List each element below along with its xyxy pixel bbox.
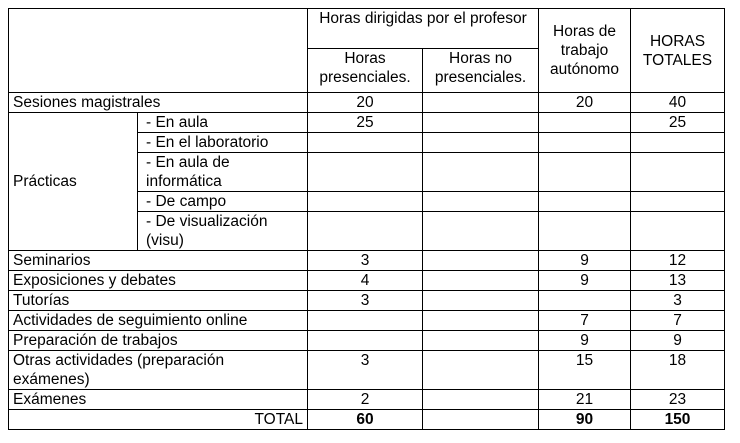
- row-label: Sesiones magistrales: [9, 93, 308, 113]
- cell-presenciales: 2: [308, 390, 423, 410]
- row-sublabel: - De campo: [138, 192, 308, 212]
- cell-presenciales: [308, 153, 423, 192]
- cell-autonomo: [539, 192, 631, 212]
- cell-presenciales: [308, 133, 423, 153]
- row-label: Seminarios: [9, 251, 308, 271]
- table-row: [9, 251, 725, 271]
- cell-autonomo: 20: [539, 93, 631, 113]
- cell-total: [631, 192, 725, 212]
- cell-presenciales: 3: [308, 291, 423, 311]
- cell-total: 13: [631, 271, 725, 291]
- row-label: Exposiciones y debates: [9, 271, 308, 291]
- cell-autonomo: 15: [539, 351, 631, 390]
- cell-no-presenciales: [423, 93, 539, 113]
- cell-presenciales: 20: [308, 93, 423, 113]
- cell-no-presenciales: [423, 271, 539, 291]
- cell-autonomo: [539, 291, 631, 311]
- cell-total: [631, 133, 725, 153]
- header-row-1: [9, 9, 725, 49]
- header-empty-cell: [9, 9, 308, 93]
- cell-total: 9: [631, 331, 725, 351]
- cell-no-presenciales: [423, 153, 539, 192]
- cell-total: 25: [631, 113, 725, 133]
- row-sublabel: - En aula de informática: [138, 153, 308, 192]
- cell-autonomo: 9: [539, 251, 631, 271]
- cell-autonomo: 7: [539, 311, 631, 331]
- cell-presenciales: [308, 192, 423, 212]
- cell-autonomo: [539, 133, 631, 153]
- cell-presenciales: [308, 311, 423, 331]
- cell-total: 7: [631, 311, 725, 331]
- table-row: [9, 331, 725, 351]
- table-row: [9, 291, 725, 311]
- practicas-label: Prácticas: [9, 113, 138, 251]
- cell-no-presenciales: [423, 113, 539, 133]
- total-total: 150: [631, 410, 725, 430]
- row-sublabel: - En aula: [138, 113, 308, 133]
- hours-table-container: [8, 8, 725, 430]
- cell-total: 12: [631, 251, 725, 271]
- total-label: TOTAL: [9, 410, 308, 430]
- header-autonomo: Horas de trabajo autónomo: [539, 9, 631, 93]
- row-sublabel: - En el laboratorio: [138, 133, 308, 153]
- cell-no-presenciales: [423, 331, 539, 351]
- total-autonomo: 90: [539, 410, 631, 430]
- cell-total: [631, 212, 725, 251]
- cell-no-presenciales: [423, 311, 539, 331]
- cell-no-presenciales: [423, 133, 539, 153]
- row-label: Exámenes: [9, 390, 308, 410]
- cell-no-presenciales: [423, 390, 539, 410]
- table-row: [9, 113, 725, 133]
- cell-no-presenciales: [423, 251, 539, 271]
- table-row: [9, 311, 725, 331]
- table-row: [9, 271, 725, 291]
- cell-autonomo: 9: [539, 271, 631, 291]
- cell-presenciales: 25: [308, 113, 423, 133]
- row-label: Actividades de seguimiento online: [9, 311, 308, 331]
- cell-presenciales: 3: [308, 251, 423, 271]
- cell-presenciales: [308, 212, 423, 251]
- header-no-presenciales: Horas no presenciales.: [423, 49, 539, 93]
- table-row: [9, 93, 725, 113]
- row-label: [9, 351, 308, 390]
- cell-autonomo: [539, 113, 631, 133]
- cell-no-presenciales: [423, 212, 539, 251]
- cell-autonomo: [539, 153, 631, 192]
- row-sublabel: - De visualización (visu): [138, 212, 308, 251]
- table-row: [9, 351, 725, 390]
- total-row: [9, 410, 725, 430]
- row-label: Preparación de trabajos: [9, 331, 308, 351]
- cell-total: [631, 153, 725, 192]
- cell-presenciales: 3: [308, 351, 423, 390]
- table-row: [9, 390, 725, 410]
- cell-autonomo: [539, 212, 631, 251]
- cell-total: 40: [631, 93, 725, 113]
- cell-presenciales: 4: [308, 271, 423, 291]
- cell-total: 23: [631, 390, 725, 410]
- header-totales: HORAS TOTALES: [631, 9, 725, 93]
- cell-total: 3: [631, 291, 725, 311]
- cell-total: 18: [631, 351, 725, 390]
- cell-presenciales: [308, 331, 423, 351]
- cell-no-presenciales: [423, 291, 539, 311]
- cell-autonomo: 21: [539, 390, 631, 410]
- total-presenciales: 60: [308, 410, 423, 430]
- header-presenciales: Horas presenciales.: [308, 49, 423, 93]
- header-dirigidas: Horas dirigidas por el profesor: [308, 9, 539, 49]
- cell-autonomo: 9: [539, 331, 631, 351]
- cell-no-presenciales: [423, 351, 539, 390]
- cell-no-presenciales: [423, 192, 539, 212]
- hours-table: [8, 8, 725, 430]
- row-label-text: Otras actividades (preparación exámenes): [13, 352, 225, 388]
- row-label: Tutorías: [9, 291, 308, 311]
- total-no-presenciales: [423, 410, 539, 430]
